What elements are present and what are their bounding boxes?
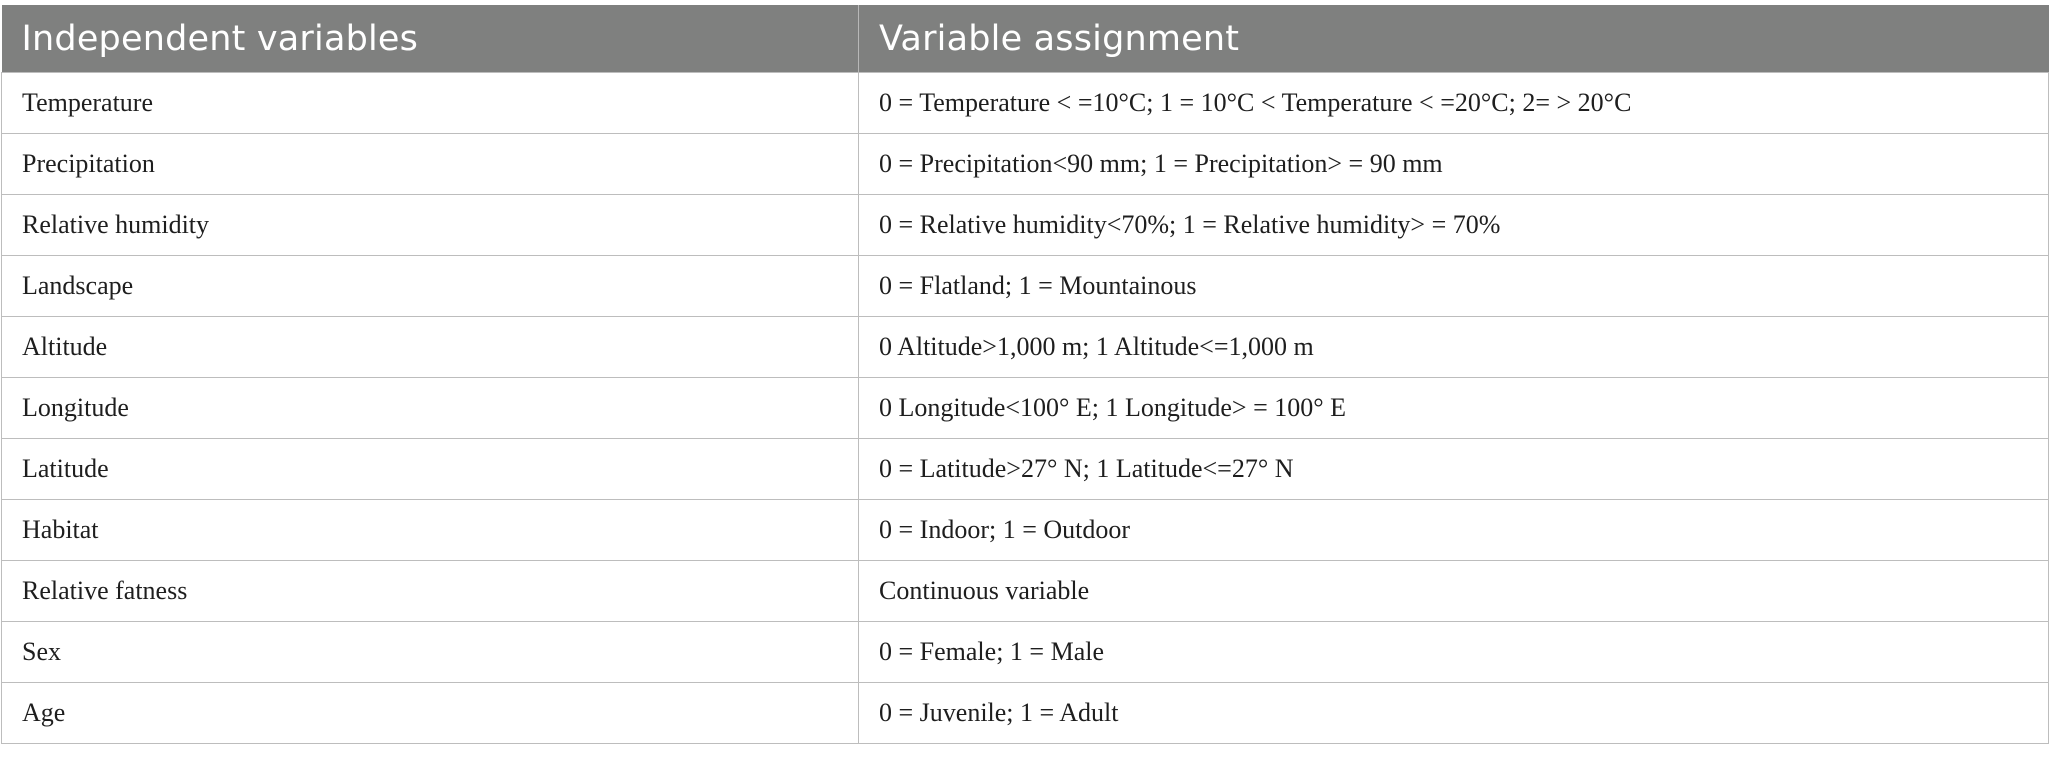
table-row (2, 378, 2049, 439)
variable-cell: Age (2, 683, 859, 744)
assignment-cell: 0 Altitude>1,000 m; 1 Altitude<=1,000 m (859, 317, 2049, 378)
header-row (2, 5, 2049, 73)
assignment-cell: 0 = Temperature < =10°C; 1 = 10°C < Temperature < =20°C; 2= > 20°C (859, 73, 2049, 134)
table-row (2, 622, 2049, 683)
variable-cell: Landscape (2, 256, 859, 317)
variable-cell: Relative fatness (2, 561, 859, 622)
variables-table (1, 5, 2049, 744)
table-row (2, 317, 2049, 378)
assignment-cell: 0 Longitude<100° E; 1 Longitude> = 100° E (859, 378, 2049, 439)
variable-cell: Temperature (2, 73, 859, 134)
assignment-cell: Continuous variable (859, 561, 2049, 622)
variable-cell: Habitat (2, 500, 859, 561)
assignment-cell: 0 = Juvenile; 1 = Adult (859, 683, 2049, 744)
variable-cell: Relative humidity (2, 195, 859, 256)
table-row (2, 134, 2049, 195)
table-row (2, 439, 2049, 500)
variable-cell: Longitude (2, 378, 859, 439)
table-body (2, 73, 2049, 744)
table-header (2, 5, 2049, 73)
assignment-cell: 0 = Precipitation<90 mm; 1 = Precipitation> = 90 mm (859, 134, 2049, 195)
assignment-cell: 0 = Female; 1 = Male (859, 622, 2049, 683)
table-row (2, 73, 2049, 134)
header-variable-assignment: Variable assignment (859, 5, 2049, 73)
variable-cell: Altitude (2, 317, 859, 378)
table-row (2, 683, 2049, 744)
variable-cell: Latitude (2, 439, 859, 500)
table-row (2, 256, 2049, 317)
variables-table-container (1, 5, 2048, 744)
variable-cell: Precipitation (2, 134, 859, 195)
table-row (2, 561, 2049, 622)
table-row (2, 195, 2049, 256)
variable-cell: Sex (2, 622, 859, 683)
assignment-cell: 0 = Indoor; 1 = Outdoor (859, 500, 2049, 561)
assignment-cell: 0 = Latitude>27° N; 1 Latitude<=27° N (859, 439, 2049, 500)
assignment-cell: 0 = Relative humidity<70%; 1 = Relative humidity> = 70% (859, 195, 2049, 256)
assignment-cell: 0 = Flatland; 1 = Mountainous (859, 256, 2049, 317)
table-row (2, 500, 2049, 561)
header-independent-variables: Independent variables (2, 5, 859, 73)
